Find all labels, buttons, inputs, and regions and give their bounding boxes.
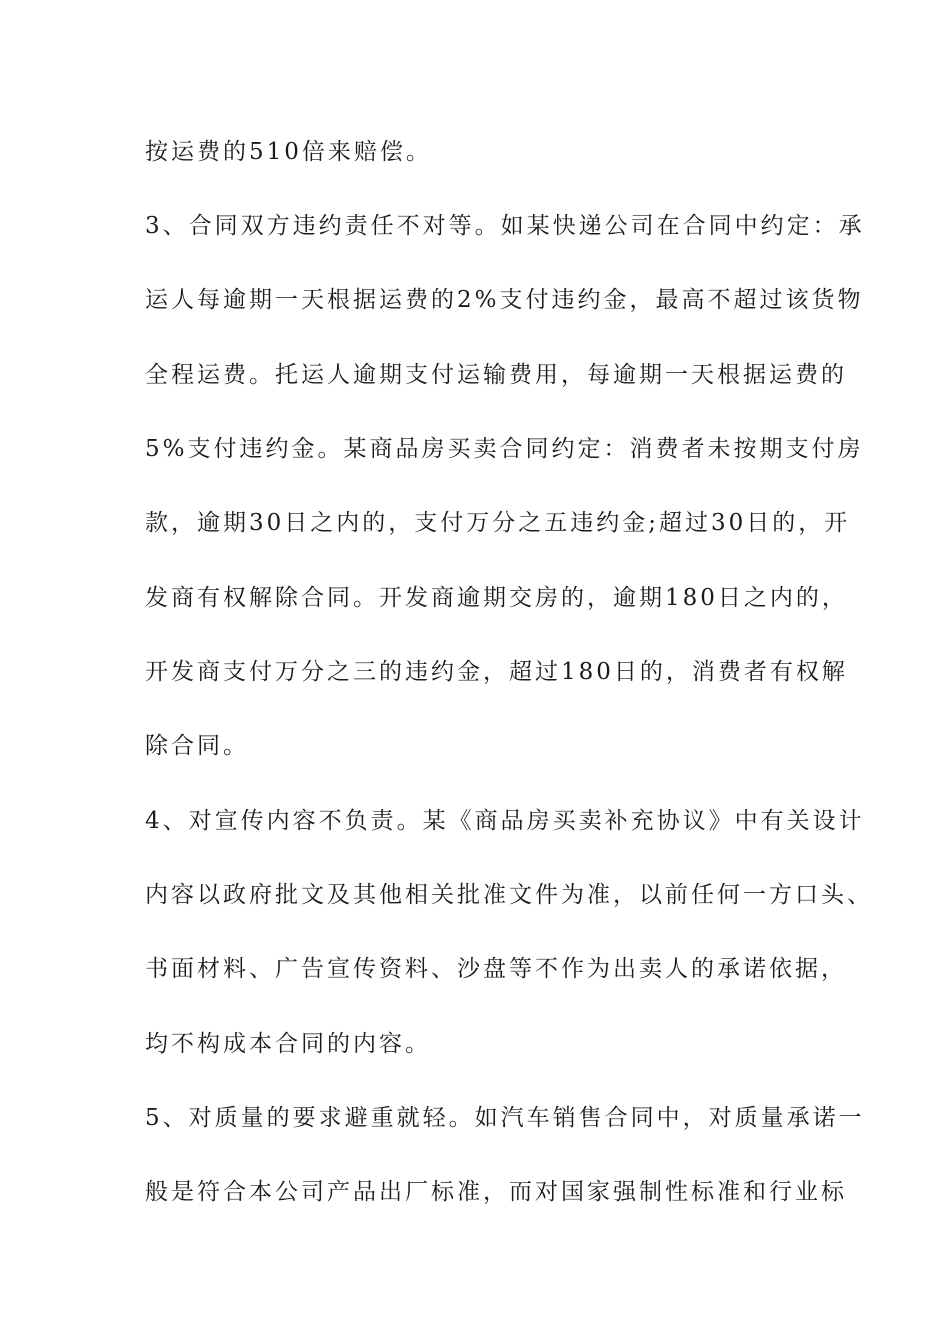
text-line: 款，逾期30日之内的，支付万分之五违约金;超过30日的，开 [145,510,851,536]
text-line: 5%支付违约金。某商品房买卖合同约定：消费者未按期支付房 [145,436,864,462]
text-line: 运人每逾期一天根据运费的2%支付违约金，最高不超过该货物 [145,287,864,313]
text-line: 内容以政府批文及其他相关批准文件为准，以前任何一方口头、 [145,882,873,908]
text-line: 除合同。 [145,733,249,759]
text-line: 开发商支付万分之三的违约金，超过180日的，消费者有权解 [145,659,848,685]
text-line: 4、对宣传内容不负责。某《商品房买卖补充协议》中有关设计 [145,808,865,834]
text-line: 发商有权解除合同。开发商逾期交房的，逾期180日之内的， [145,585,848,611]
text-line: 按运费的510倍来赔偿。 [145,139,432,165]
text-line: 书面材料、广告宣传资料、沙盘等不作为出卖人的承诺依据， [145,956,847,982]
text-line: 均不构成本合同的内容。 [145,1031,431,1057]
text-line: 3、合同双方违约责任不对等。如某快递公司在合同中约定：承 [145,213,865,239]
text-line: 全程运费。托运人逾期支付运输费用，每逾期一天根据运费的 [145,362,847,388]
text-line: 5、对质量的要求避重就轻。如汽车销售合同中，对质量承诺一 [145,1105,865,1131]
text-line: 般是符合本公司产品出厂标准，而对国家强制性标准和行业标 [145,1179,847,1205]
